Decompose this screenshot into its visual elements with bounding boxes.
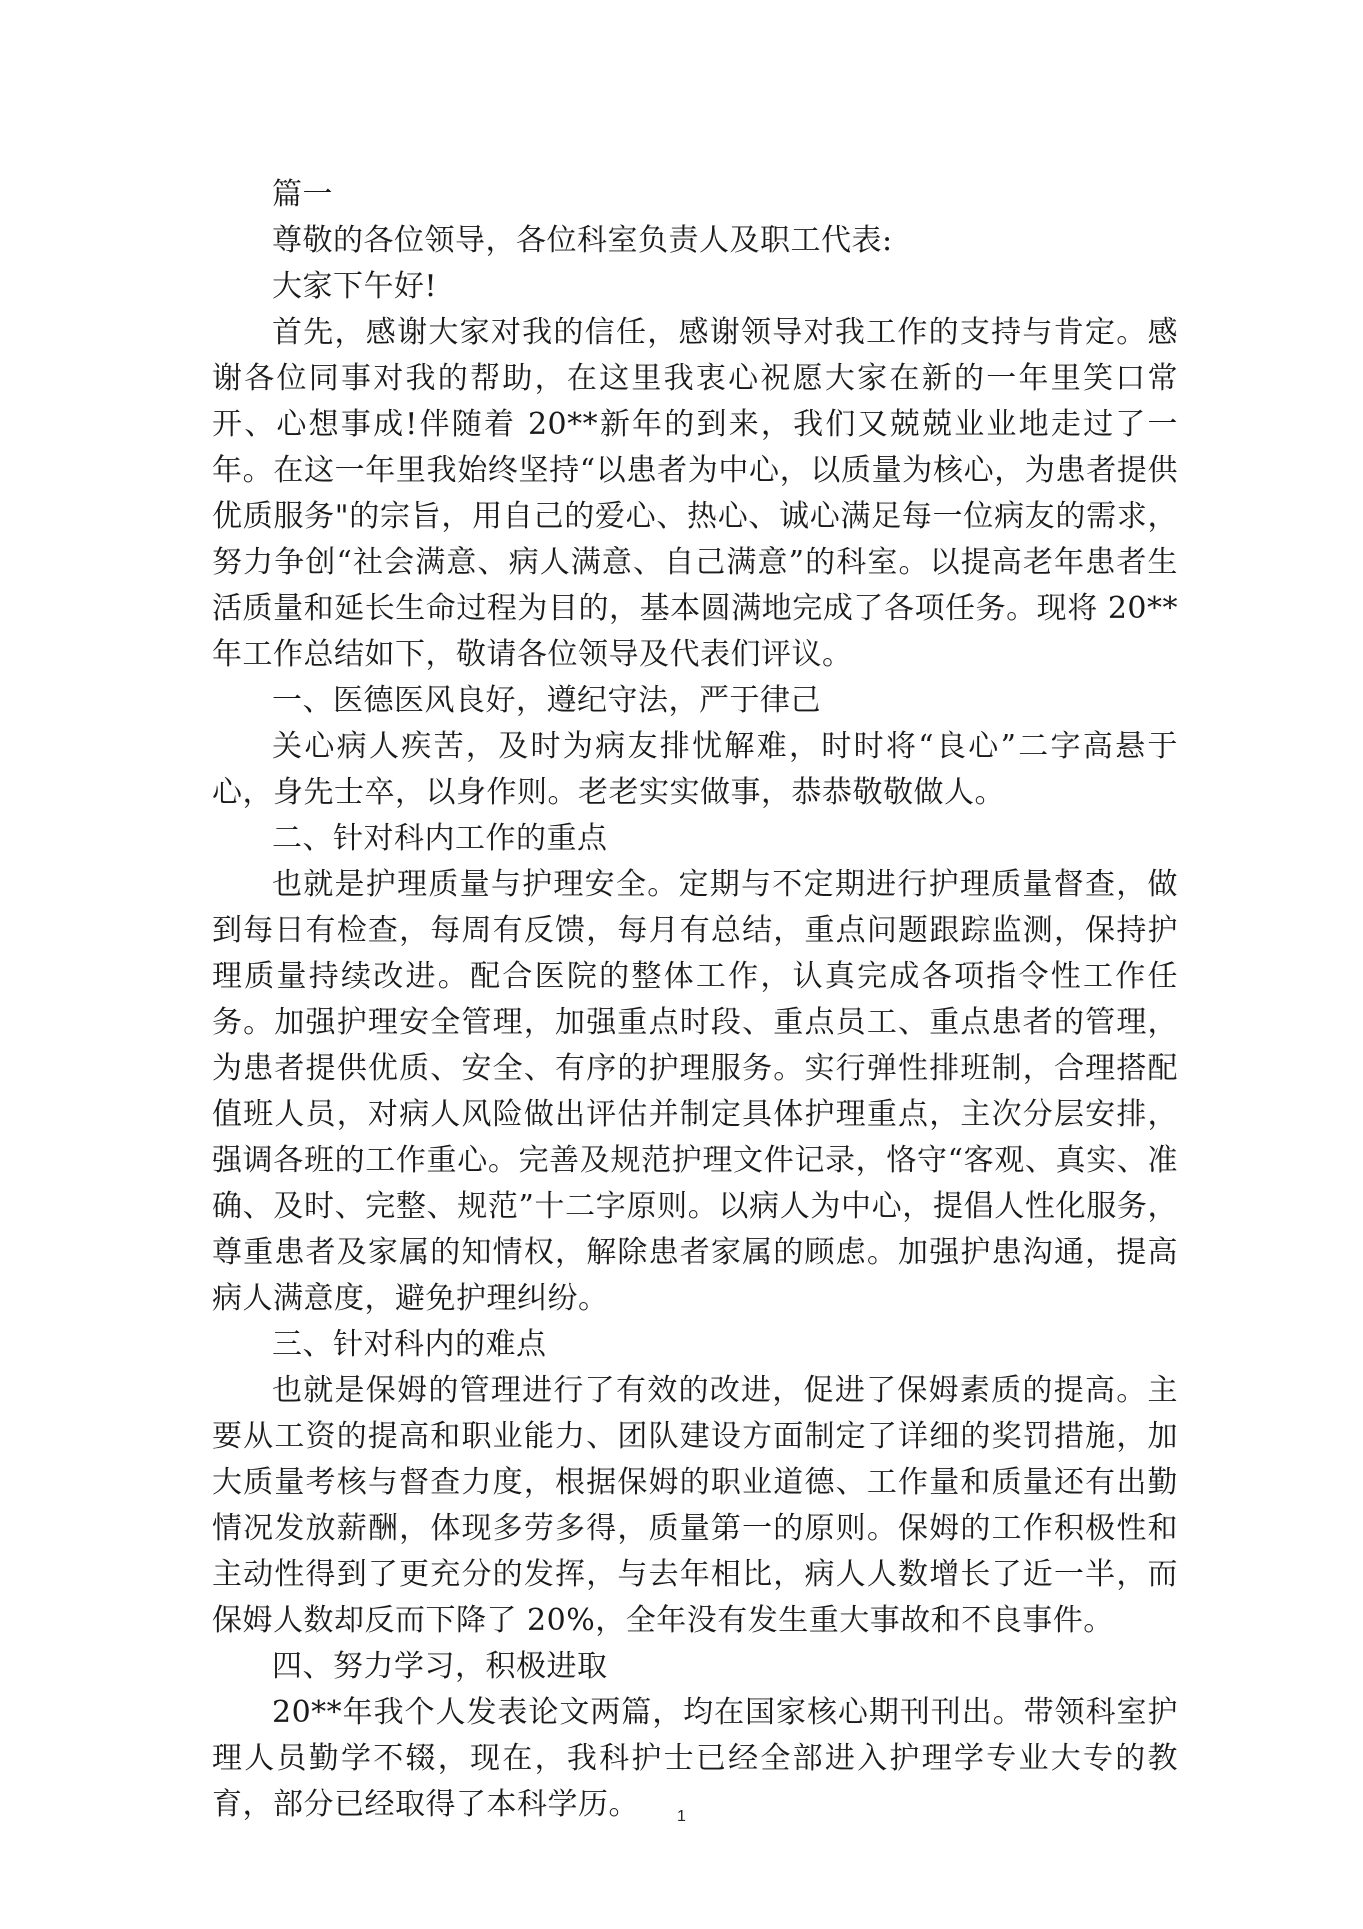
heading-1: 一、医德医风良好，遵纪守法，严于律己 bbox=[272, 683, 821, 718]
paragraph-3: 也就是保姆的管理进行了有效的改进，促进了保姆素质的提高。主要从工资的提高和职业能力、团队建设方面制定了详细的奖罚措施，加大质量考核与督查力度，根据保姆的职业道德、工作量和质量还有出勤情况发放薪酬，体现多劳多得，质量第一的原则。保姆的工作积极性和主动性得到了更充分的发挥，与去年相比，病人人数增长了近一半，而保姆人数却反而下降了 20%，全年没有发生重大事故和不良事件。 bbox=[212, 1373, 1178, 1638]
salutation: 尊敬的各位领导，各位科室负责人及职工代表: bbox=[272, 223, 893, 258]
document-body bbox=[212, 172, 1178, 1828]
paragraph-2: 也就是护理质量与护理安全。定期与不定期进行护理质量督查，做到每日有检查，每周有反馈，每月有总结，重点问题跟踪监测，保持护理质量持续改进。配合医院的整体工作，认真完成各项指令性工作任务。加强护理安全管理，加强重点时段、重点员工、重点患者的管理，为患者提供优质、安全、有序的护理服务。实行弹性排班制，合理搭配值班人员，对病人风险做出评估并制定具体护理重点，主次分层安排，强调各班的工作重心。完善及规范护理文件记录，恪守“客观、真实、准确、及时、完整、规范”十二字原则。以病人为中心，提倡人性化服务，尊重患者及家属的知情权，解除患者家属的顾虑。加强护患沟通，提高病人满意度，避免护理纠纷。 bbox=[212, 867, 1178, 1316]
heading-4: 四、努力学习，积极进取 bbox=[272, 1649, 608, 1684]
section-label: 篇一 bbox=[272, 177, 333, 212]
page-number: 1 bbox=[677, 1808, 686, 1825]
greeting: 大家下午好! bbox=[272, 269, 438, 304]
intro-paragraph: 首先，感谢大家对我的信任，感谢领导对我工作的支持与肯定。感谢各位同事对我的帮助，在这里我衷心祝愿大家在新的一年里笑口常开、心想事成!伴随着 20**新年的到来，我们又兢兢业业地走过了一年。在这一年里我始终坚持“以患者为中心，以质量为核心，为患者提供优质服务"的宗旨，用自己的爱心、热心、诚心满足每一位病友的需求，努力争创“社会满意、病人满意、自己满意”的科室。以提高老年患者生活质量和延长生命过程为目的，基本圆满地完成了各项任务。现将 20**年工作总结如下，敬请各位领导及代表们评议。 bbox=[212, 315, 1178, 672]
paragraph-4: 20**年我个人发表论文两篇，均在国家核心期刊刊出。带领科室护理人员勤学不辍，现在，我科护士已经全部进入护理学专业大专的教育，部分已经取得了本科学历。 bbox=[212, 1695, 1178, 1822]
heading-2: 二、针对科内工作的重点 bbox=[272, 821, 608, 856]
heading-3: 三、针对科内的难点 bbox=[272, 1327, 547, 1362]
paragraph-1: 关心病人疾苦，及时为病友排忧解难，时时将“良心”二字高悬于心，身先士卒，以身作则。老老实实做事，恭恭敬敬做人。 bbox=[212, 729, 1178, 810]
